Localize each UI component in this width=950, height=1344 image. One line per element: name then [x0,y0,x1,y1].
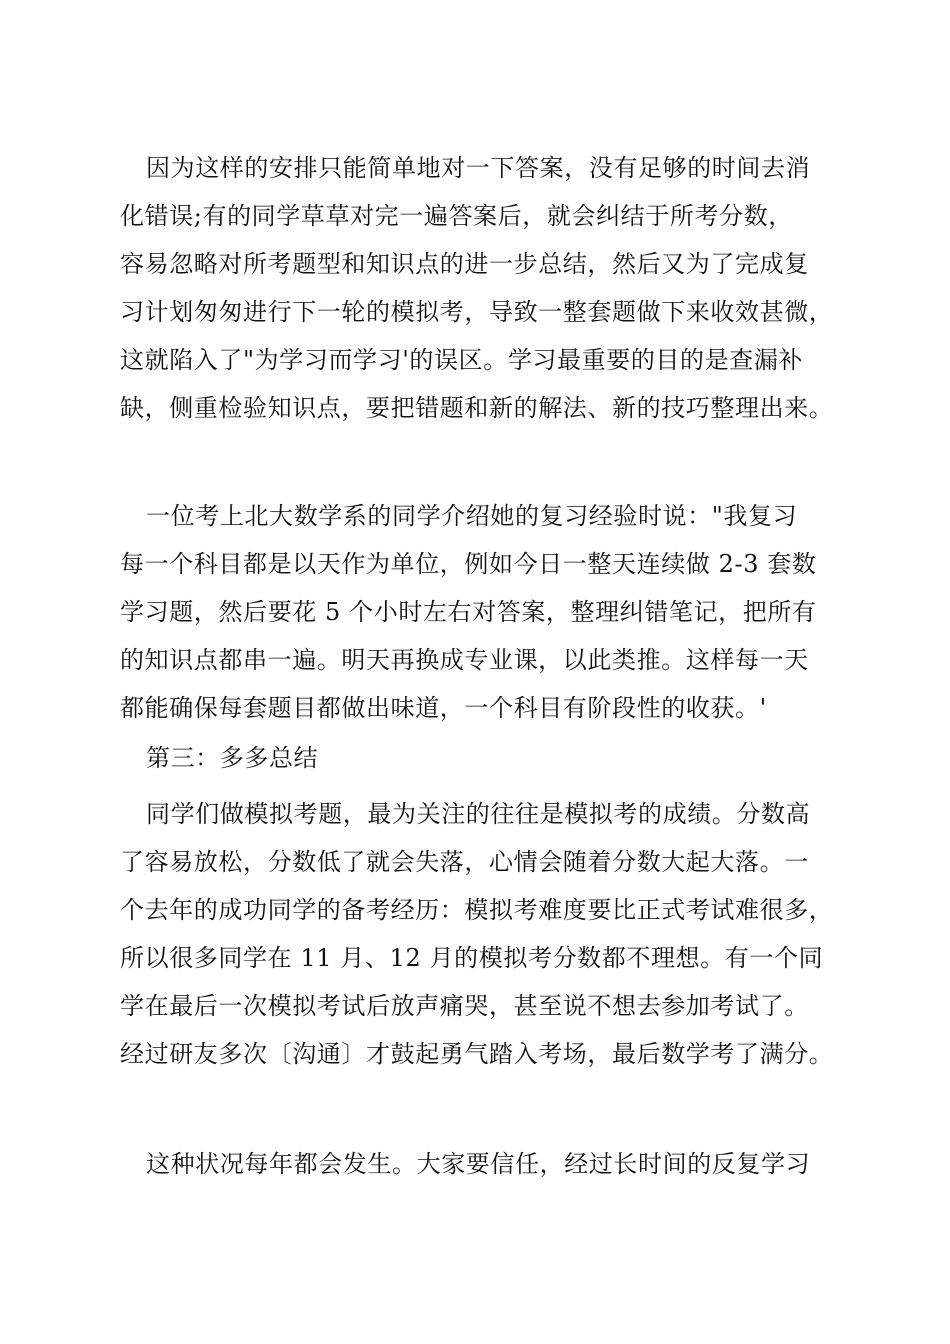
text-line: 个去年的成功同学的备考经历：模拟考难度要比正式考试难很多， [120,896,834,924]
text-line: 习计划匆匆进行下一轮的模拟考，导致一整套题做下来收效甚微， [120,298,834,326]
text-line: 同学们做模拟考题，最为关注的往往是模拟考的成绩。分数高 [146,800,811,828]
text-line: 的知识点都串一遍。明天再换成专业课，以此类推。这样每一天 [120,646,809,674]
text-line: 学习题，然后要花 5 个小时左右对答案，整理纠错笔记，把所有 [120,598,817,626]
text-line: 经过研友多次〔沟通〕才鼓起勇气踏入考场，最后数学考了满分。 [120,1040,834,1068]
text-line: 了容易放松，分数低了就会失落，心情会随着分数大起大落。一 [120,848,809,876]
text-line: 缺，侧重检验知识点，要把错题和新的解法、新的技巧整理出来。 [120,394,834,422]
text-line: 因为这样的安排只能简单地对一下答案，没有足够的时间去消 [146,154,811,182]
text-line: 所以很多同学在 11 月、12 月的模拟考分数都不理想。有一个同 [120,944,824,972]
heading-line: 第三：多多总结 [146,744,319,772]
text-line: 这就陷入了"为学习而学习'的误区。学习最重要的目的是查漏补 [120,346,804,374]
text-line: 学在最后一次模拟考试后放声痛哭，甚至说不想去参加考试了。 [120,992,809,1020]
text-line: 每一个科目都是以天作为单位，例如今日一整天连续做 2-3 套数 [120,550,817,578]
text-line: 都能确保每套题目都做出味道，一个科目有阶段性的收获。' [120,694,767,722]
text-line: 化错误;有的同学草草对完一遍答案后，就会纠结于所考分数， [120,202,793,230]
text-line: 这种状况每年都会发生。大家要信任，经过长时间的反复学习 [146,1150,811,1178]
text-line: 一位考上北大数学系的同学介绍她的复习经验时说："我复习 [146,502,798,530]
text-line: 容易忽略对所考题型和知识点的进一步总结，然后又为了完成复 [120,250,809,278]
